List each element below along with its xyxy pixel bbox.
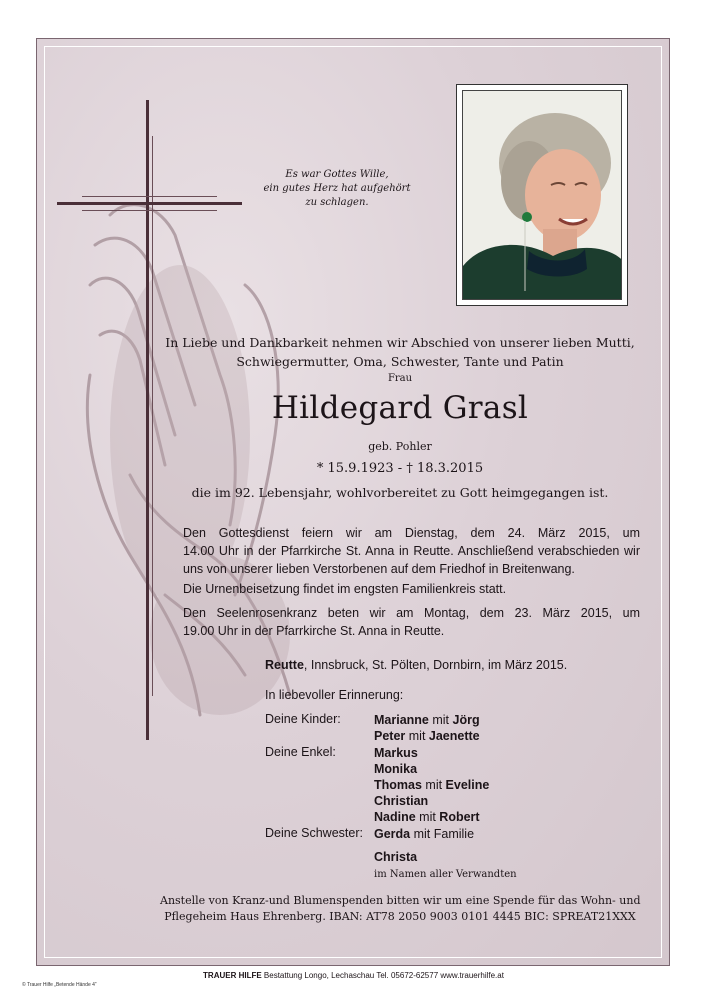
member-with: mit xyxy=(405,729,429,743)
praying-hands-illustration xyxy=(70,175,310,735)
family-member xyxy=(374,777,489,794)
family-member xyxy=(374,849,417,866)
member-with: mit Familie xyxy=(410,827,475,841)
deceased-name: Hildegard Grasl xyxy=(271,390,529,426)
birth-name: geb. Pohler xyxy=(368,440,432,453)
age-line: die im 92. Lebensjahr, wohlvorbereitet zu Gott heimgegangen ist. xyxy=(191,485,609,500)
label-sister: Deine Schwester: xyxy=(265,826,363,840)
member-partner: Jaenette xyxy=(428,729,480,743)
urn-paragraph xyxy=(183,580,640,598)
service-line: Den Gottesdienst feiern wir am Dienstag, dem 24. März 2015, um xyxy=(183,526,640,540)
member-with: mit xyxy=(415,810,440,824)
place-rest: , Innsbruck, St. Pölten, Dornbirn, im März 2015. xyxy=(303,658,568,672)
remembrance-heading: In liebevoller Erinnerung: xyxy=(265,688,404,702)
quote-line: ein gutes Herz hat aufgehört xyxy=(263,183,411,194)
member-partner: Robert xyxy=(439,810,480,824)
family-member xyxy=(374,712,480,729)
member-name: Marianne xyxy=(374,713,429,727)
label-grandchildren: Deine Enkel: xyxy=(265,745,336,759)
rosary-line: 19.00 Uhr in der Pfarrkirche St. Anna in Reutte. xyxy=(183,624,445,638)
family-member xyxy=(374,745,418,762)
place-city: Reutte xyxy=(265,658,304,672)
quote-line: zu schlagen. xyxy=(305,197,369,208)
member-name: Nadine xyxy=(374,810,416,824)
footer-text: Bestattung Longo, Lechaschau Tel. 05672-62577 www.trauerhilfe.at xyxy=(261,971,504,980)
family-member xyxy=(374,809,480,826)
quote-line: Es war Gottes Wille, xyxy=(285,169,389,180)
family-member xyxy=(374,761,417,778)
member-name: Christian xyxy=(374,794,429,808)
relatives-line: im Namen aller Verwandten xyxy=(374,869,517,880)
rosary-paragraph xyxy=(183,604,640,640)
family-member xyxy=(374,826,474,843)
cross-horizontal-thin-top xyxy=(82,196,217,197)
label-children: Deine Kinder: xyxy=(265,712,341,726)
cross-horizontal-thin-bottom xyxy=(82,210,217,211)
place-date xyxy=(265,658,567,672)
family-member xyxy=(374,793,428,810)
donation-line: Pflegeheim Haus Ehrenberg. IBAN: AT78 2050 9003 0101 4445 BIC: SPREAT21XXX xyxy=(164,910,636,923)
memorial-quote xyxy=(262,168,412,210)
service-line: uns von unserer lieben Verstorbenen auf dem Friedhof in Breitenwang. xyxy=(183,562,575,576)
intro-line: Schwiegermutter, Oma, Schwester, Tante und Patin xyxy=(236,354,564,369)
funeral-home-footer xyxy=(0,971,707,980)
member-name: Christa xyxy=(374,850,418,864)
intro-line: In Liebe und Dankbarkeit nehmen wir Abschied von unserer lieben Mutti, xyxy=(165,335,635,350)
cross-vertical-thin-bar xyxy=(152,136,153,696)
donation-note xyxy=(160,893,640,925)
footer-brand: TRAUER HILFE xyxy=(203,971,262,980)
urn-line: Die Urnenbeisetzung findet im engsten Familienkreis statt. xyxy=(183,582,507,596)
portrait-image xyxy=(462,90,622,300)
woman-portrait-icon xyxy=(463,91,622,300)
member-name: Thomas xyxy=(374,778,422,792)
donation-line: Anstelle von Kranz-und Blumenspenden bitten wir um eine Spende für das Wohn- und xyxy=(160,894,641,907)
family-member xyxy=(374,728,480,745)
member-with: mit xyxy=(428,713,453,727)
member-name: Markus xyxy=(374,746,418,760)
member-name: Monika xyxy=(374,762,418,776)
member-name: Peter xyxy=(374,729,406,743)
title-prefix: Frau xyxy=(387,373,413,384)
member-with: mit xyxy=(421,778,446,792)
life-dates: * 15.9.1923 - † 18.3.2015 xyxy=(316,461,484,476)
member-partner: Eveline xyxy=(445,778,490,792)
service-paragraph xyxy=(183,524,640,578)
member-name: Gerda xyxy=(374,827,411,841)
image-credit: © Trauer Hilfe „Betende Hände 4“ xyxy=(22,982,97,988)
cross-horizontal-bar xyxy=(57,202,242,205)
member-partner: Jörg xyxy=(452,713,480,727)
rosary-line: Den Seelenrosenkranz beten wir am Montag, dem 23. März 2015, um xyxy=(183,606,640,620)
announcement-intro xyxy=(160,333,640,371)
portrait-photo xyxy=(456,84,628,306)
service-line: 14.00 Uhr in der Pfarrkirche St. Anna in Reutte. Anschließend verabschieden wir xyxy=(183,544,640,558)
